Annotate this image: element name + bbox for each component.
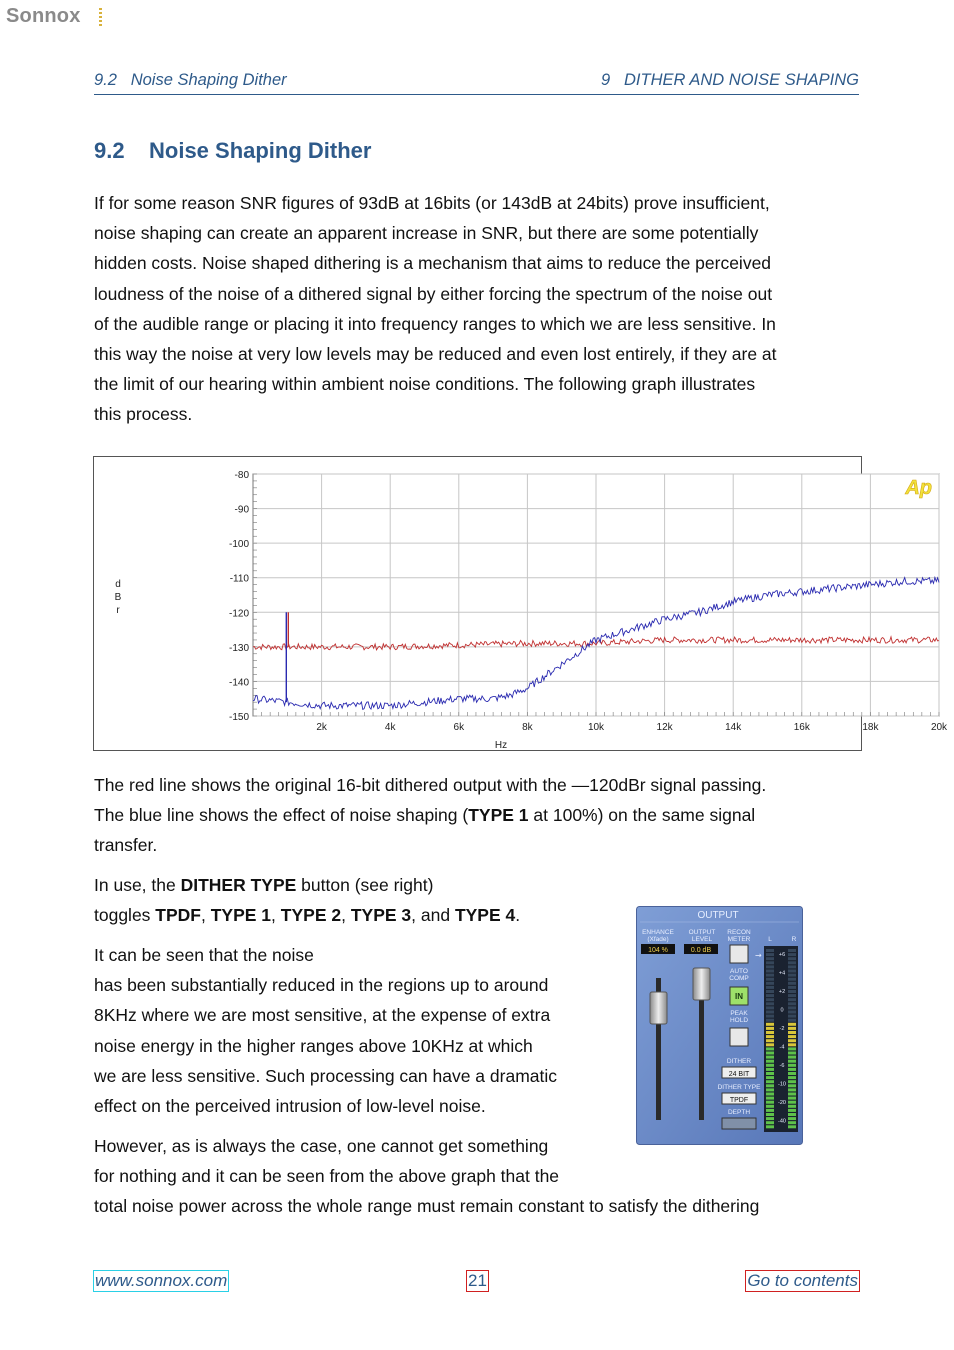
meter-segment: [788, 1097, 796, 1100]
x-tick-label: 10k: [587, 722, 605, 733]
body-line: effect on the perceived intrusion of low-level noise.: [94, 1096, 486, 1117]
meter-segment: [788, 1052, 796, 1055]
y-tick-label: -80: [234, 470, 249, 481]
meter-segment: [766, 1084, 774, 1087]
y-tick-label: -130: [228, 642, 249, 654]
website-link[interactable]: www.sonnox.com: [95, 1271, 228, 1290]
y-axis-label-letter: B: [114, 592, 122, 603]
y-axis-ticks: [229, 470, 249, 723]
body-line: However, as is always the case, one cannot get something: [94, 1136, 549, 1156]
meter-segment: [766, 1080, 774, 1083]
meter-segment: [766, 1056, 774, 1059]
ap-watermark: Ap: [905, 477, 932, 499]
y-axis-label-letter: r: [116, 605, 120, 616]
meter-scale-label: -4: [779, 1044, 785, 1051]
meter-scale-label: -6: [779, 1063, 785, 1069]
meter-segment: [788, 1117, 796, 1120]
meter-segment: [788, 1039, 796, 1042]
x-tick-label: 4k: [384, 722, 396, 733]
enhance-sublabel: (Xfade): [647, 936, 669, 943]
meter-segment: [766, 1006, 774, 1009]
dither-type-label: DITHER TYPE: [717, 1084, 761, 1091]
usage-paragraph: [94, 870, 520, 930]
y-tick-label: -100: [228, 539, 249, 551]
meter-segment: [788, 949, 796, 952]
meter-segment: [788, 1105, 796, 1108]
meter-segment: [788, 957, 796, 960]
enhance-label: ENHANCE: [642, 929, 674, 936]
meter-segment: [766, 1097, 774, 1100]
meter-segment: [788, 1101, 796, 1104]
meter-scale-label: +6: [778, 952, 786, 958]
meter-segment: [788, 1043, 796, 1046]
header-rule: [94, 94, 859, 95]
type1-term: TYPE 1: [210, 905, 272, 926]
meter-segment: [788, 1035, 796, 1038]
meter-segment: [788, 1064, 796, 1067]
meter-segment: [766, 1121, 774, 1124]
type3-term: TYPE 3: [350, 905, 412, 926]
x-tick-label: 8k: [522, 722, 533, 733]
meter-segment: [766, 978, 774, 981]
meter-segment: [788, 970, 796, 973]
output-panel-svg: [636, 906, 803, 1145]
go-to-contents-link[interactable]: Go to contents: [747, 1271, 858, 1290]
meter-segment: [788, 1031, 796, 1034]
meter-segment: [788, 1088, 796, 1091]
usage-text: toggles: [94, 905, 156, 926]
meter-segment: [766, 1035, 774, 1038]
meter-segment: [788, 990, 796, 993]
usage-text: In use, the: [94, 875, 181, 895]
meter-segment: [766, 974, 774, 977]
meter-segment: [788, 1047, 796, 1050]
x-tick-label: 18k: [862, 722, 879, 733]
dither-type-value: TPDF: [729, 1097, 749, 1104]
depth-label: DEPTH: [727, 1109, 751, 1116]
x-tick-label: 16k: [793, 722, 810, 733]
usage-sep: , and: [411, 905, 455, 926]
x-axis-label: Hz: [494, 740, 508, 751]
meter-segment: [766, 1027, 774, 1030]
meter-segment: [788, 1006, 796, 1009]
meter-segment: [788, 1072, 796, 1075]
meter-scale-label: 0: [780, 1007, 784, 1014]
meter-segment: [788, 1093, 796, 1096]
caption-line: transfer.: [94, 835, 158, 856]
meter-segment: [788, 1056, 796, 1059]
meter-segment: [766, 1015, 774, 1018]
chart-caption: [94, 770, 766, 861]
meter-segment: [788, 982, 796, 985]
output-panel: [636, 906, 803, 1145]
meter-segment: [766, 949, 774, 952]
auto-comp-label: AUTO: [730, 968, 748, 975]
meter-segment: [766, 994, 774, 997]
meter-segment: [788, 953, 796, 956]
recon-meter-label: RECON: [727, 929, 751, 936]
depth-button[interactable]: [722, 1118, 756, 1129]
meter-segment: [766, 1105, 774, 1108]
meter-segment: [766, 1039, 774, 1042]
peak-hold-sublabel: HOLD: [729, 1017, 749, 1024]
output-level-label: OUTPUT: [688, 929, 716, 936]
section-heading: [94, 138, 371, 164]
header-left-title: Noise Shaping Dither: [130, 71, 287, 89]
meter-segment: [766, 1117, 774, 1120]
meter-segment: [766, 1068, 774, 1071]
y-tick-label: -90: [234, 504, 249, 516]
meter-segment: [788, 1068, 796, 1071]
running-header-left: [94, 71, 287, 90]
meter-segment: [788, 1019, 796, 1022]
meter-segment: [766, 953, 774, 956]
body-line: for nothing and it can be seen from the above graph that the: [94, 1166, 560, 1187]
x-tick-label: 12k: [656, 722, 673, 733]
intro-line: hidden costs. Noise shaped dithering is a mechanism that aims to reduce the perceived: [94, 253, 772, 274]
meter-scale-label: -10: [778, 1081, 786, 1088]
meter-segment: [788, 1076, 796, 1079]
recon-meter-button[interactable]: [730, 945, 748, 963]
meter-right-label: R: [791, 936, 797, 943]
caption-line: The red line shows the original 16-bit dithered output with the —120dBr signal passing.: [94, 775, 767, 795]
meter-segment: [788, 1060, 796, 1063]
meter-scale-label: -40: [778, 1118, 786, 1125]
meter-segment: [788, 1002, 796, 1005]
sonnox-logo: Sonnox: [6, 5, 81, 27]
dither-type-term: DITHER TYPE: [180, 875, 297, 895]
dither-label: DITHER: [726, 1058, 752, 1065]
y-tick-label: -140: [228, 677, 249, 689]
caption-line: at 100%) on the same signal: [528, 805, 756, 826]
meter-segment: [788, 961, 796, 964]
meter-segment: [788, 1121, 796, 1124]
meter-segment: [788, 978, 796, 981]
meter-segment: [766, 1113, 774, 1116]
usage-sep: ,: [201, 905, 211, 926]
meter-scale-label: -2: [779, 1026, 785, 1032]
output-level-readout: 0.0 dB: [690, 947, 712, 954]
auto-comp-sublabel: COMP: [729, 975, 749, 982]
enhance-readout: 104 %: [648, 947, 668, 954]
meter-segment: [766, 1088, 774, 1091]
caption-bold-type1: TYPE 1: [468, 805, 529, 826]
y-tick-label: -150: [228, 712, 249, 723]
meter-left-label: L: [768, 936, 772, 943]
section-title: Noise Shaping Dither: [149, 138, 372, 163]
body-line: noise energy in the higher ranges above 10KHz at which: [94, 1035, 533, 1056]
meter-segment: [766, 1043, 774, 1046]
meter-segment: [788, 1109, 796, 1112]
meter-segment: [766, 998, 774, 1001]
meter-segment: [766, 1002, 774, 1005]
y-tick-label: -110: [229, 573, 249, 585]
meter-segment: [788, 1015, 796, 1018]
meter-segment: [766, 1101, 774, 1104]
meter-segment: [766, 961, 774, 964]
meter-segment: [766, 1109, 774, 1112]
meter-segment: [766, 1125, 774, 1128]
x-tick-label: 14k: [725, 722, 742, 733]
meter-segment: [766, 1072, 774, 1075]
meter-segment: [766, 1011, 774, 1014]
meter-segment: [788, 1084, 796, 1087]
intro-line: loudness of the noise of a dithered signal by either forcing the spectrum of the noise out: [94, 283, 773, 304]
header-right-number: 9: [601, 71, 611, 89]
meter-segment: [766, 1023, 774, 1026]
y-tick-label: -120: [228, 608, 249, 620]
meter-segment: [788, 965, 796, 968]
meter-segment: [788, 1080, 796, 1083]
x-tick-label: 2k: [316, 722, 327, 733]
usage-sep: .: [515, 905, 521, 926]
x-tick-label: 20k: [930, 722, 948, 733]
meter-segment: [766, 965, 774, 968]
noise-reduction-paragraph: [94, 940, 557, 1121]
meter-segment: [788, 1027, 796, 1030]
meter-segment: [788, 1011, 796, 1014]
running-header-right: [601, 71, 859, 90]
meter-segment: [788, 974, 796, 977]
x-axis-ticks: [316, 722, 948, 733]
meter-scale-label: -20: [778, 1100, 786, 1106]
meter-segment: [766, 990, 774, 993]
usage-text: button (see right): [296, 875, 434, 895]
intro-line: of the audible range or placing it into frequency ranges to which we are less sensitive. In: [94, 313, 776, 334]
enhance-fader-knob[interactable]: [650, 992, 667, 1024]
intro-line: If for some reason SNR figures of 93dB at 16bits (or 143dB at 24bits) prove insufficient,: [94, 193, 770, 213]
meter-segment: [766, 1052, 774, 1055]
type2-term: TYPE 2: [280, 905, 342, 926]
body-line: 8KHz where we are most sensitive, at the expense of extra: [94, 1005, 551, 1026]
usage-sep: ,: [341, 905, 351, 926]
meter-scale-label: +2: [778, 989, 786, 995]
meter-segment: [766, 986, 774, 989]
meter-segment: [766, 1019, 774, 1022]
intro-line: the limit of our hearing within ambient noise conditions. The following graph illustrates: [94, 374, 756, 395]
body-line: we are less sensitive. Such processing can have a dramatic: [94, 1065, 558, 1086]
noise-shaping-chart: [93, 456, 948, 751]
intro-paragraph: [94, 188, 777, 430]
meter-segment: [766, 970, 774, 973]
body-line: has been substantially reduced in the regions up to around: [94, 975, 549, 996]
section-number: 9.2: [94, 138, 125, 163]
usage-sep: ,: [271, 905, 281, 926]
header-left-number: 9.2: [94, 71, 117, 89]
meter-segment: [788, 998, 796, 1001]
page-number-link[interactable]: 21: [468, 1271, 487, 1290]
output-level-fader-knob[interactable]: [693, 968, 710, 1000]
peak-hold-label: PEAK: [730, 1010, 748, 1017]
intro-line: noise shaping can create an apparent increase in SNR, but there are some potentially: [94, 223, 759, 244]
meter-segment: [766, 1031, 774, 1034]
auto-comp-in-label: IN: [735, 992, 743, 1001]
meter-segment: [766, 957, 774, 960]
header-right-title: DITHER AND NOISE SHAPING: [623, 71, 859, 89]
logo-dots-icon: [99, 8, 102, 26]
meter-segment: [788, 1023, 796, 1026]
output-level-sublabel: LEVEL: [691, 936, 713, 943]
intro-line: this process.: [94, 404, 193, 425]
dither-value: 24 BIT: [728, 1071, 750, 1078]
meter-segment: [766, 1064, 774, 1067]
meter-segment: [788, 1125, 796, 1128]
meter-segment: [766, 1060, 774, 1063]
chart-svg: [94, 457, 948, 751]
meter-scale-label: +4: [778, 970, 786, 977]
meter-segment: [766, 982, 774, 985]
meter-segment: [766, 1076, 774, 1079]
type4-term: TYPE 4: [454, 905, 516, 926]
body-line: total noise power across the whole range must remain constant to satisfy the dithering: [94, 1196, 760, 1217]
intro-line: this way the noise at very low levels may be reduced and even lost entirely, if they are at: [94, 344, 777, 365]
meter-segment: [788, 986, 796, 989]
peak-hold-button[interactable]: [730, 1028, 748, 1046]
caption-line: The blue line shows the effect of noise shaping (: [94, 805, 469, 826]
meter-segment: [766, 1093, 774, 1096]
x-tick-label: 6k: [453, 722, 465, 733]
meter-segment: [788, 994, 796, 997]
panel-title: OUTPUT: [697, 910, 739, 921]
arrow-right-icon: →: [755, 951, 762, 960]
y-axis-label-letter: d: [115, 579, 121, 590]
tpdf-term: TPDF: [155, 905, 201, 926]
body-line: It can be seen that the noise: [94, 945, 314, 965]
meter-segment: [788, 1113, 796, 1116]
recon-meter-sublabel: METER: [727, 936, 751, 943]
meter-segment: [766, 1047, 774, 1050]
